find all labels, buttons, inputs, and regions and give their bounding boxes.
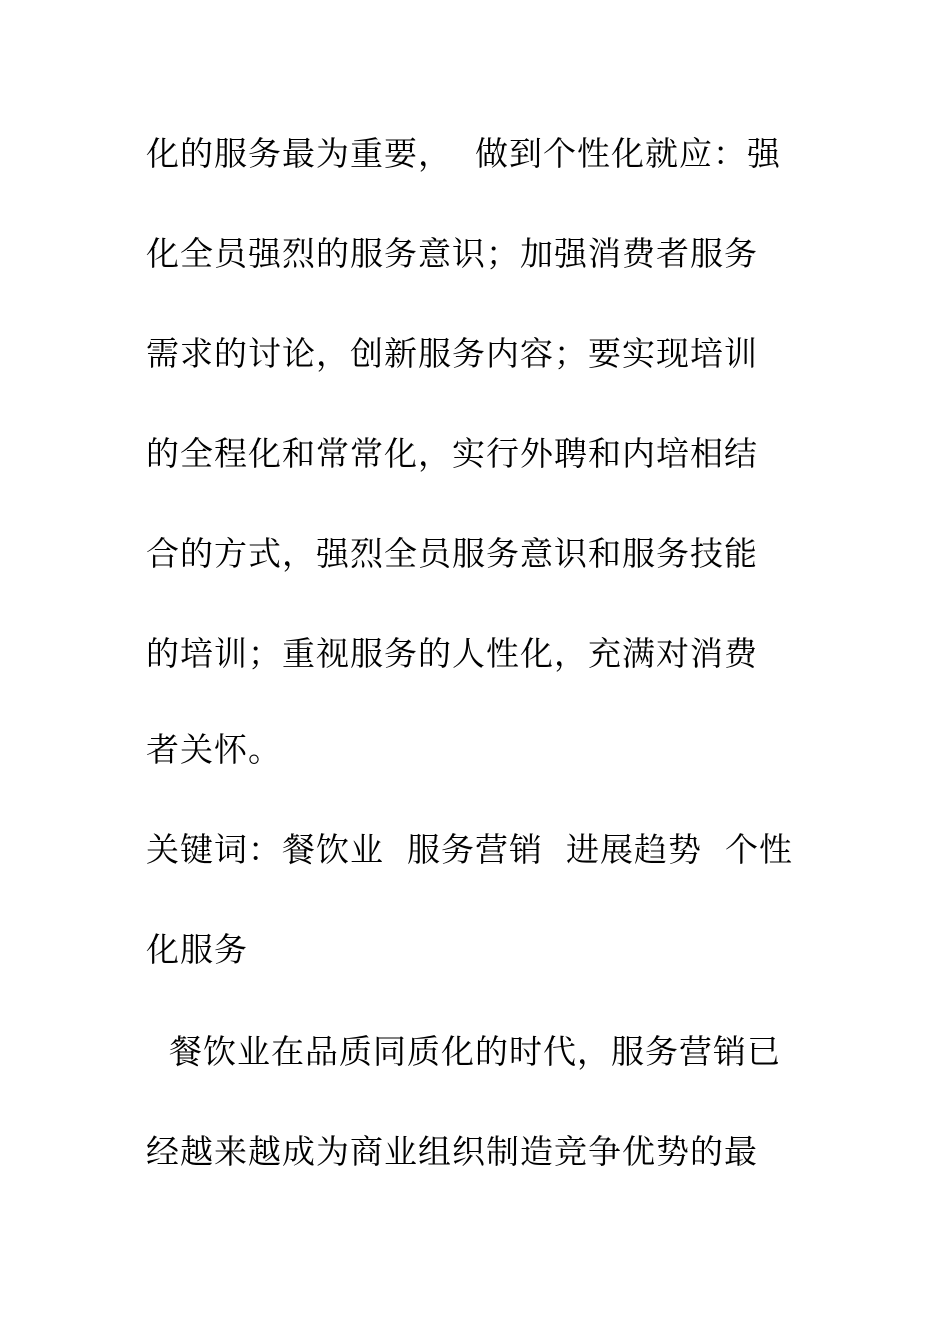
keywords-line-1: 关键词：餐饮业 服务营销 进展趋势 个性	[146, 830, 793, 869]
intro-line-3: 需求的讨论，创新服务内容；要实现培训	[146, 334, 758, 373]
keywords-line-2: 化服务	[146, 930, 248, 969]
intro-line-1: 化的服务最为重要， 做到个性化就应：强	[146, 134, 781, 173]
intro-line-6: 的培训；重视服务的人性化，充满对消费	[146, 634, 758, 673]
intro-line-2: 化全员强烈的服务意识；加强消费者服务	[146, 234, 758, 273]
intro-line-7: 者关怀。	[146, 730, 282, 769]
body-line-1: 餐饮业在品质同质化的时代，服务营销已	[146, 1032, 781, 1071]
intro-line-4: 的全程化和常常化，实行外聘和内培相结	[146, 434, 758, 473]
intro-line-5: 合的方式，强烈全员服务意识和服务技能	[146, 534, 758, 573]
body-line-2: 经越来越成为商业组织制造竞争优势的最	[146, 1132, 758, 1171]
